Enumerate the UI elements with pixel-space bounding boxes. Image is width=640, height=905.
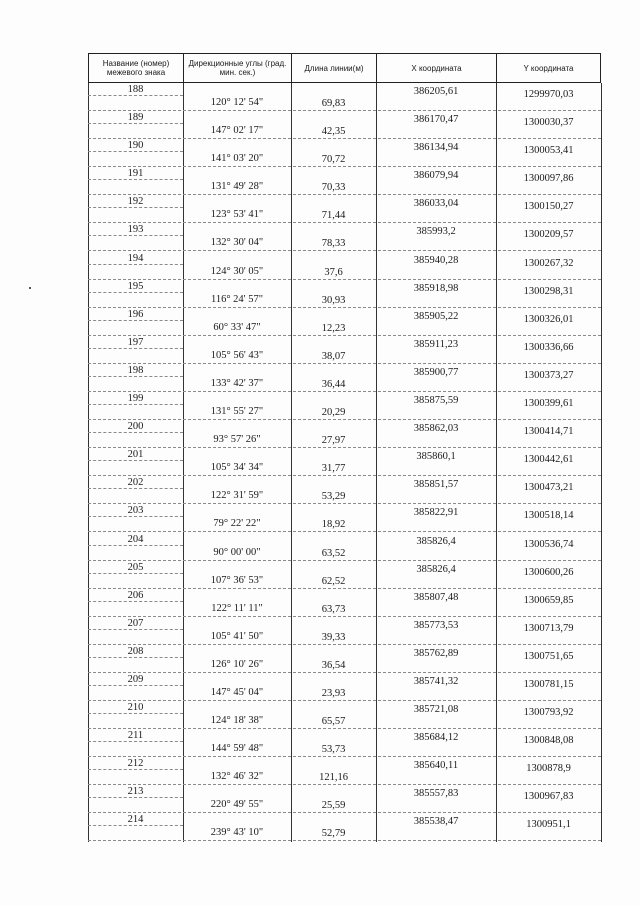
marker-name: 211	[127, 730, 144, 742]
table-row	[88, 167, 601, 195]
x-coordinate: 385918,98	[413, 282, 459, 294]
column-divider	[601, 308, 602, 336]
x-coordinate: 385911,23	[413, 338, 459, 350]
x-coordinate: 386205,61	[413, 86, 459, 97]
direction-angle: 60° 33' 47"	[213, 321, 261, 333]
direction-angle: 120° 12' 54"	[210, 97, 264, 108]
x-coordinate: 385875,59	[413, 395, 459, 407]
y-coordinate: 1300030,37	[523, 117, 574, 129]
line-length: 42,35	[321, 126, 346, 138]
row-guide-line	[88, 741, 183, 742]
direction-angle: 141° 03' 20"	[210, 153, 264, 165]
marker-name: 204	[127, 533, 144, 545]
marker-name: 191	[127, 168, 144, 180]
table-row	[88, 701, 601, 729]
marker-name: 205	[127, 561, 144, 573]
x-coordinate: 385640,11	[413, 760, 459, 772]
row-guide-line	[88, 685, 183, 686]
y-coordinate: 1300793,92	[523, 707, 574, 719]
line-length: 38,07	[321, 350, 346, 362]
direction-angle: 126° 10' 26"	[210, 658, 264, 670]
line-length: 20,29	[321, 407, 346, 419]
direction-angle: 116° 24' 57"	[211, 293, 263, 305]
table-row	[88, 617, 601, 645]
column-divider	[601, 701, 602, 729]
x-coordinate: 385741,32	[413, 675, 459, 687]
row-guide-line	[88, 629, 183, 630]
y-coordinate: 1300600,26	[523, 566, 574, 578]
y-coordinate: 1300659,85	[523, 594, 574, 606]
y-coordinate: 1300150,27	[523, 201, 574, 213]
direction-angle: 132° 30' 04"	[210, 237, 264, 249]
x-coordinate: 386033,04	[413, 198, 459, 210]
y-coordinate: 1300326,01	[523, 313, 574, 325]
row-guide-line	[88, 840, 601, 841]
row-guide-line	[88, 545, 183, 546]
column-divider	[601, 561, 602, 589]
y-coordinate: 1300442,61	[523, 454, 574, 466]
row-guide-line	[88, 573, 183, 574]
table-row	[88, 476, 601, 504]
x-coordinate: 385822,91	[413, 507, 459, 519]
line-length: 62,52	[321, 575, 346, 587]
table-header	[88, 53, 601, 83]
line-length: 39,33	[321, 631, 346, 643]
column-divider	[601, 589, 602, 617]
table-row	[88, 223, 601, 251]
marker-name: 208	[127, 645, 144, 657]
x-coordinate: 386134,94	[413, 142, 459, 154]
line-length: 53,29	[321, 491, 346, 503]
y-coordinate: 1300848,08	[523, 735, 574, 747]
row-guide-line	[88, 460, 183, 461]
line-length: 36,44	[321, 378, 346, 390]
table-row	[88, 280, 601, 308]
row-guide-line	[88, 488, 183, 489]
table-row	[88, 729, 601, 757]
y-coordinate: 1300473,21	[523, 482, 574, 494]
table-row	[88, 308, 601, 336]
y-coordinate: 1300751,65	[523, 650, 574, 662]
row-guide-line	[88, 404, 183, 405]
x-coordinate: 385900,77	[413, 366, 459, 378]
direction-angle: 105° 34' 34"	[210, 462, 264, 474]
line-length: 37,6	[324, 266, 343, 278]
column-divider	[601, 364, 602, 392]
y-coordinate: 1300713,79	[523, 622, 574, 634]
x-coordinate: 385862,03	[413, 423, 459, 435]
column-divider	[601, 757, 602, 785]
marker-name: 200	[127, 421, 144, 433]
y-coordinate: 1300399,61	[523, 398, 574, 410]
marker-name: 197	[127, 336, 144, 348]
header-x: X координата	[376, 54, 496, 82]
x-coordinate: 385538,47	[413, 816, 459, 828]
y-coordinate: 1299970,03	[523, 89, 574, 100]
column-divider	[601, 111, 602, 139]
x-coordinate: 385773,53	[413, 619, 459, 631]
column-divider	[601, 167, 602, 195]
row-guide-line	[88, 123, 183, 124]
row-guide-line	[88, 348, 183, 349]
marker-name: 210	[127, 702, 144, 714]
row-guide-line	[88, 432, 183, 433]
column-divider	[601, 448, 602, 476]
row-guide-line	[88, 292, 183, 293]
direction-angle: 122° 11' 11"	[211, 602, 263, 614]
y-coordinate: 1300053,41	[523, 145, 574, 157]
row-guide-line	[88, 235, 183, 236]
line-length: 23,93	[321, 687, 346, 699]
table-row	[88, 504, 601, 532]
column-divider	[601, 392, 602, 420]
direction-angle: 93° 57' 26"	[213, 434, 261, 446]
y-coordinate: 1300781,15	[523, 678, 574, 690]
header-angles: Дирекционные углы (град. мин. сек.)	[183, 54, 291, 82]
table-row	[88, 645, 601, 673]
table-row	[88, 420, 601, 448]
table-row	[88, 252, 601, 280]
x-coordinate: 385684,12	[413, 732, 459, 744]
line-length: 53,73	[321, 744, 346, 756]
y-coordinate: 1300878,9	[526, 763, 571, 775]
column-divider	[601, 476, 602, 504]
x-coordinate: 385826,4	[416, 535, 456, 547]
table-row	[88, 673, 601, 701]
y-coordinate: 1300298,31	[523, 285, 574, 297]
direction-angle: 147° 45' 04"	[210, 686, 264, 698]
line-length: 63,73	[321, 603, 346, 615]
header-name: Название (номер) межевого знака	[88, 54, 183, 82]
line-length: 78,33	[321, 238, 346, 250]
direction-angle: 122° 31' 59"	[210, 490, 264, 502]
row-guide-line	[88, 797, 183, 798]
coordinates-table	[88, 53, 601, 842]
marker-name: 212	[127, 758, 144, 770]
column-divider	[601, 280, 602, 308]
x-coordinate: 385993,2	[416, 226, 456, 238]
direction-angle: 133° 42' 37"	[210, 377, 264, 389]
y-coordinate: 1300373,27	[523, 369, 574, 381]
table-row	[88, 589, 601, 617]
marker-name: 206	[127, 589, 144, 601]
marker-name: 201	[127, 449, 144, 461]
row-guide-line	[88, 713, 183, 714]
row-guide-line	[88, 179, 183, 180]
table-row	[88, 139, 601, 167]
marker-name: 209	[127, 673, 144, 685]
direction-angle: 105° 41' 50"	[210, 630, 264, 642]
marker-name: 188	[127, 84, 144, 95]
table-row	[88, 785, 601, 813]
column-divider	[601, 195, 602, 223]
row-guide-line	[88, 376, 183, 377]
line-length: 65,57	[321, 716, 346, 728]
direction-angle: 131° 55' 27"	[210, 406, 264, 418]
direction-angle: 239° 43' 10"	[210, 827, 264, 839]
table-row	[88, 83, 601, 111]
x-coordinate: 385826,4	[416, 563, 456, 575]
direction-angle: 105° 56' 43"	[210, 349, 264, 361]
x-coordinate: 386170,47	[413, 114, 459, 126]
x-coordinate: 385762,89	[413, 647, 459, 659]
column-divider	[601, 533, 602, 561]
row-guide-line	[88, 95, 183, 96]
direction-angle: 124° 18' 38"	[210, 715, 264, 727]
y-coordinate: 1300536,74	[523, 538, 574, 550]
column-divider	[601, 645, 602, 673]
line-length: 63,52	[321, 547, 346, 559]
line-length: 27,97	[321, 435, 346, 447]
direction-angle: 220° 49' 55"	[210, 799, 264, 811]
y-coordinate: 1300951,1	[526, 819, 571, 831]
marker-name: 194	[127, 252, 144, 264]
row-guide-line	[88, 601, 183, 602]
marker-name: 202	[127, 477, 144, 489]
table-row	[88, 757, 601, 785]
y-coordinate: 1300097,86	[523, 173, 574, 185]
table-row	[88, 392, 601, 420]
marker-name: 214	[127, 814, 144, 826]
column-divider	[601, 813, 602, 841]
table-row	[88, 111, 601, 139]
y-coordinate: 1300336,66	[523, 341, 574, 353]
column-divider	[601, 729, 602, 757]
y-coordinate: 1300518,14	[523, 510, 574, 522]
direction-angle: 144° 59' 48"	[210, 743, 264, 755]
marker-name: 198	[127, 364, 144, 376]
table-row	[88, 336, 601, 364]
line-length: 71,44	[321, 210, 346, 222]
line-length: 31,77	[321, 463, 346, 475]
x-coordinate: 385557,83	[413, 788, 459, 800]
marker-name: 213	[127, 786, 144, 798]
line-length: 25,59	[321, 800, 346, 812]
row-guide-line	[88, 320, 183, 321]
column-divider	[601, 673, 602, 701]
column-divider	[601, 504, 602, 532]
row-guide-line	[88, 825, 183, 826]
marker-name: 196	[127, 308, 144, 320]
table-row	[88, 195, 601, 223]
line-length: 69,83	[321, 98, 346, 109]
table-row	[88, 533, 601, 561]
margin-dot	[29, 287, 31, 289]
marker-name: 195	[127, 280, 144, 292]
line-length: 121,16	[319, 772, 348, 784]
direction-angle: 147° 02' 17"	[210, 125, 264, 137]
marker-name: 199	[127, 393, 144, 405]
table-row	[88, 561, 601, 589]
marker-name: 190	[127, 140, 144, 152]
marker-name: 207	[127, 617, 144, 629]
x-coordinate: 385851,57	[413, 479, 459, 491]
row-guide-line	[88, 769, 183, 770]
marker-name: 189	[127, 112, 144, 124]
marker-name: 193	[127, 224, 144, 236]
x-coordinate: 385807,48	[413, 591, 459, 603]
column-divider	[601, 223, 602, 251]
column-divider	[601, 336, 602, 364]
column-divider	[601, 139, 602, 167]
direction-angle: 107° 36' 53"	[210, 574, 264, 586]
x-coordinate: 385721,08	[413, 704, 459, 716]
x-coordinate: 385940,28	[413, 254, 459, 266]
header-length: Длина линии(м)	[291, 54, 376, 82]
row-guide-line	[88, 657, 183, 658]
table-row	[88, 448, 601, 476]
marker-name: 192	[127, 196, 144, 208]
column-divider	[601, 617, 602, 645]
y-coordinate: 1300267,32	[523, 257, 574, 269]
y-coordinate: 1300414,71	[523, 426, 574, 438]
line-length: 12,23	[321, 322, 346, 334]
marker-name: 203	[127, 505, 144, 517]
line-length: 70,72	[321, 154, 346, 166]
x-coordinate: 385905,22	[413, 310, 459, 322]
table-row	[88, 364, 601, 392]
line-length: 52,79	[321, 828, 346, 840]
direction-angle: 90° 00' 00"	[213, 546, 261, 558]
table-body	[88, 83, 601, 842]
x-coordinate: 386079,94	[413, 170, 459, 182]
column-divider	[601, 252, 602, 280]
direction-angle: 123° 53' 41"	[210, 209, 264, 221]
column-divider	[601, 83, 602, 111]
line-length: 30,93	[321, 294, 346, 306]
column-divider	[601, 785, 602, 813]
line-length: 18,92	[321, 519, 346, 531]
table-row	[88, 813, 601, 841]
header-y: Y координата	[496, 54, 601, 82]
y-coordinate: 1300967,83	[523, 791, 574, 803]
row-guide-line	[88, 207, 183, 208]
row-guide-line	[88, 516, 183, 517]
direction-angle: 124° 30' 05"	[210, 265, 264, 277]
direction-angle: 131° 49' 28"	[210, 181, 264, 193]
y-coordinate: 1300209,57	[523, 229, 574, 241]
direction-angle: 79° 22' 22"	[213, 518, 261, 530]
row-guide-line	[88, 151, 183, 152]
x-coordinate: 385860,1	[416, 451, 456, 463]
column-divider	[601, 420, 602, 448]
line-length: 36,54	[321, 659, 346, 671]
line-length: 70,33	[321, 182, 346, 194]
direction-angle: 132° 46' 32"	[210, 771, 264, 783]
row-guide-line	[88, 264, 183, 265]
